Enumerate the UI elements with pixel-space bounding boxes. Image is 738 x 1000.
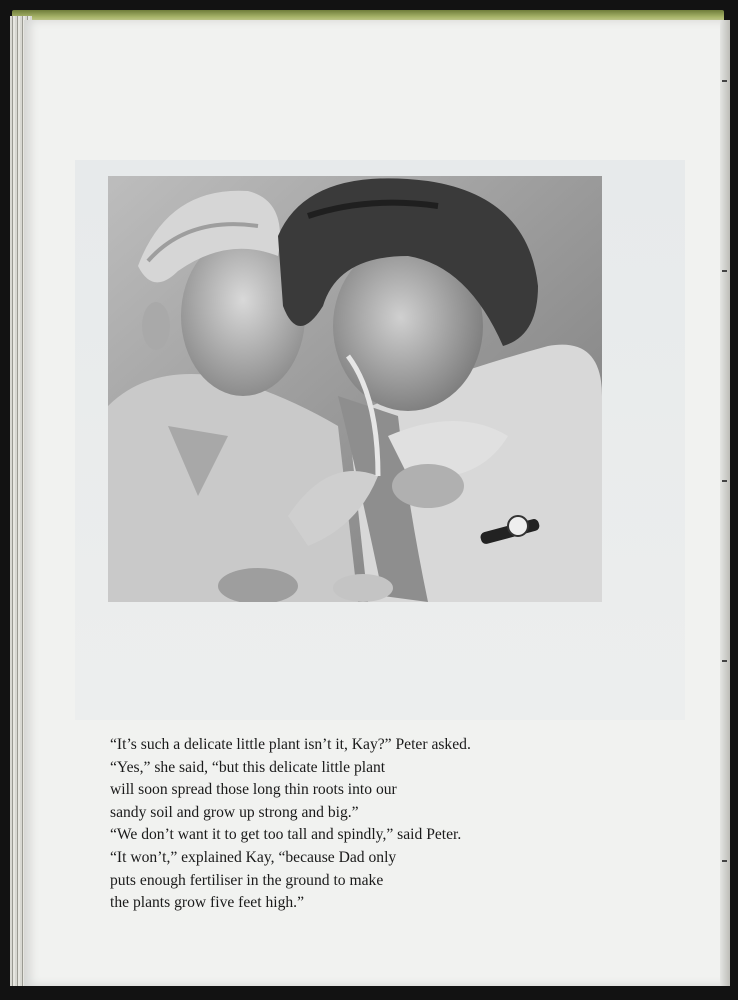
story-line: puts enough fertiliser in the ground to make [110, 871, 384, 889]
binding-stitch [722, 270, 727, 272]
binding-stitch [722, 480, 727, 482]
story-line: “Yes,” she said, “but this delicate little plant [110, 758, 386, 776]
story-line: “It won’t,” explained Kay, “because Dad only [110, 848, 397, 866]
photo-children-with-plant [108, 176, 602, 602]
binding-stitch [722, 860, 727, 862]
binding-stitch [722, 660, 727, 662]
story-line: will soon spread those long thin roots into our [110, 781, 397, 799]
story-line: the plants grow five feet high.” [110, 894, 304, 912]
story-line: “We don’t want it to get too tall and spindly,” said Peter. [110, 826, 462, 844]
story-line: sandy soil and grow up strong and big.” [110, 803, 359, 821]
story-text [110, 734, 580, 915]
story-line: “It’s such a delicate little plant isn’t it, Kay?” Peter asked. [110, 736, 471, 753]
binding-stitch [722, 80, 727, 82]
binding-edge [720, 20, 730, 986]
